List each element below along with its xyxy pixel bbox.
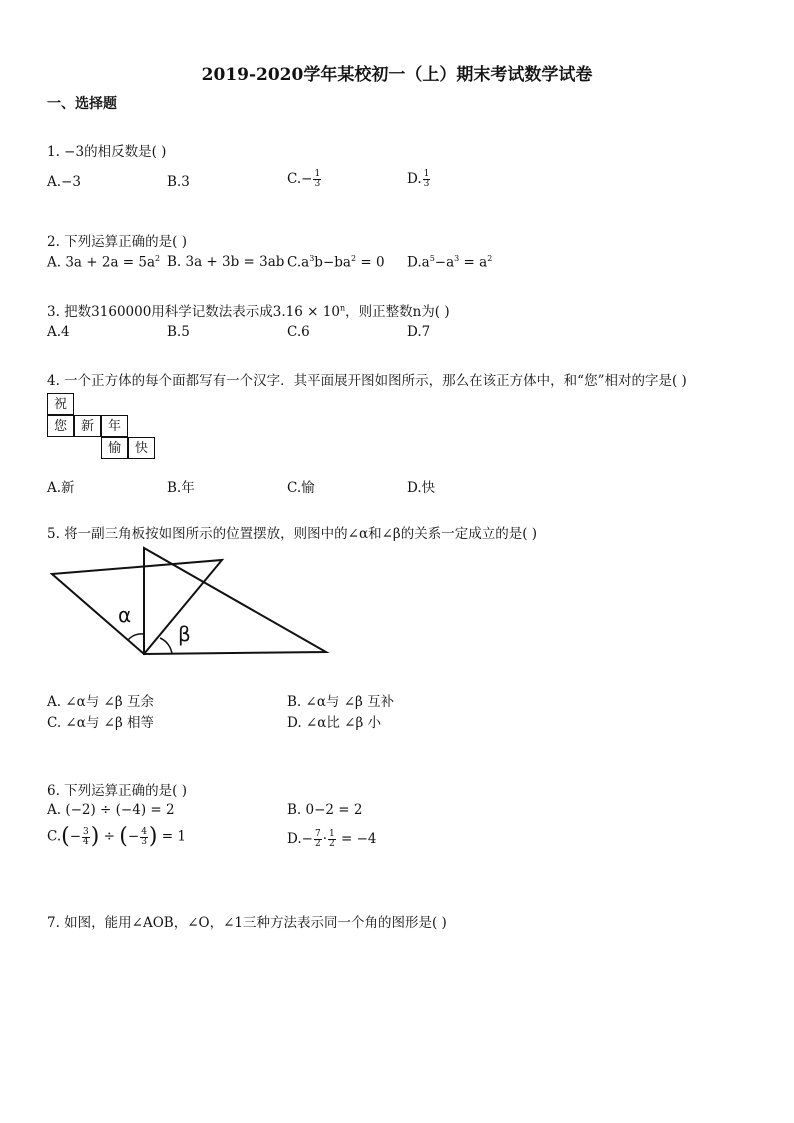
beta-arc bbox=[160, 638, 172, 654]
q3-option-b: B.5 bbox=[167, 324, 190, 340]
q6-option-a: A. (−2) ÷ (−4) = 2 bbox=[47, 802, 175, 818]
cube-net-figure bbox=[47, 393, 157, 463]
alpha-label: α bbox=[118, 603, 132, 627]
triangle-board-2 bbox=[144, 548, 326, 654]
q4-option-c: C.愉 bbox=[287, 480, 315, 496]
question-6-stem: 6. 下列运算正确的是( ) bbox=[47, 783, 187, 799]
question-1-stem: 1. −3的相反数是( ) bbox=[47, 144, 167, 160]
q5-option-a: A. ∠α与 ∠β 互余 bbox=[47, 694, 154, 710]
q1-option-b: B.3 bbox=[167, 174, 190, 190]
q3-option-c: C.6 bbox=[287, 324, 310, 340]
question-5-stem: 5. 将一副三角板按如图所示的位置摆放，则图中的∠α和∠β的关系一定成立的是( ) bbox=[47, 526, 538, 542]
question-3-stem: 3. 把数3160000用科学记数法表示成$3.16 \times 10^n$，则正整数n为( ) bbox=[47, 303, 450, 320]
triangle-board-1 bbox=[52, 560, 222, 654]
q5-option-b: B. ∠α与 ∠β 互补 bbox=[287, 694, 395, 710]
cube-face-5: 愉 bbox=[101, 437, 128, 459]
question-7-stem: 7. 如图，能用∠AOB，∠O，∠1三种方法表示同一个角的图形是( ) bbox=[47, 915, 447, 931]
q6-option-c: C.(− $\frac{3}{4}$ ) ÷ (− $\frac{4}{3}$ ) = 1 bbox=[47, 824, 186, 849]
section-heading: 一、选择题 bbox=[47, 96, 117, 112]
cube-face-6: 快 bbox=[128, 437, 155, 459]
cube-face-1: 祝 bbox=[47, 393, 74, 415]
q4-option-d: D.快 bbox=[407, 480, 436, 496]
beta-label: β bbox=[178, 622, 191, 646]
alpha-arc bbox=[128, 634, 144, 640]
q1-option-a: A.−3 bbox=[47, 174, 81, 190]
q3-option-d: D.7 bbox=[407, 324, 431, 340]
q2-option-d: $D.a^5-a^3 = a^2$ bbox=[407, 254, 493, 271]
q6-option-b: B. 0−2 = 2 bbox=[287, 802, 363, 818]
cube-face-2: 您 bbox=[47, 415, 74, 437]
question-2-stem: 2. 下列运算正确的是( ) bbox=[47, 234, 187, 250]
q1-option-d: D. $\frac{1}{3}$ bbox=[407, 169, 430, 189]
triangle-boards-figure bbox=[40, 540, 340, 670]
question-4-stem: 4. 一个正方体的每个面都写有一个汉字．其平面展开图如图所示，那么在该正方体中，和“您”相对的字是( ) bbox=[47, 373, 687, 389]
q6-option-d: D.− $\frac{7}{2}$ · $\frac{1}{2}$ = −4 bbox=[287, 829, 377, 849]
q2-option-c: $C.a^3b-ba^2 = 0$ bbox=[287, 254, 385, 271]
q5-option-d: D. ∠α比 ∠β 小 bbox=[287, 715, 382, 731]
page-title: 2019-2020学年某校初一（上）期末考试数学试卷 bbox=[201, 65, 593, 85]
q1-option-c: C.− $\frac{1}{3}$ bbox=[287, 169, 321, 189]
q2-option-b: B. 3a + 3b = 3ab bbox=[167, 254, 285, 270]
q4-option-b: B.年 bbox=[167, 480, 195, 496]
cube-face-4: 年 bbox=[101, 415, 128, 437]
q2-option-a: A. $3a + 2a = 5a^2$ bbox=[47, 254, 161, 271]
q4-option-a: A.新 bbox=[47, 480, 75, 496]
q3-option-a: A.4 bbox=[47, 324, 70, 340]
cube-face-3: 新 bbox=[74, 415, 101, 437]
q5-option-c: C. ∠α与 ∠β 相等 bbox=[47, 715, 155, 731]
